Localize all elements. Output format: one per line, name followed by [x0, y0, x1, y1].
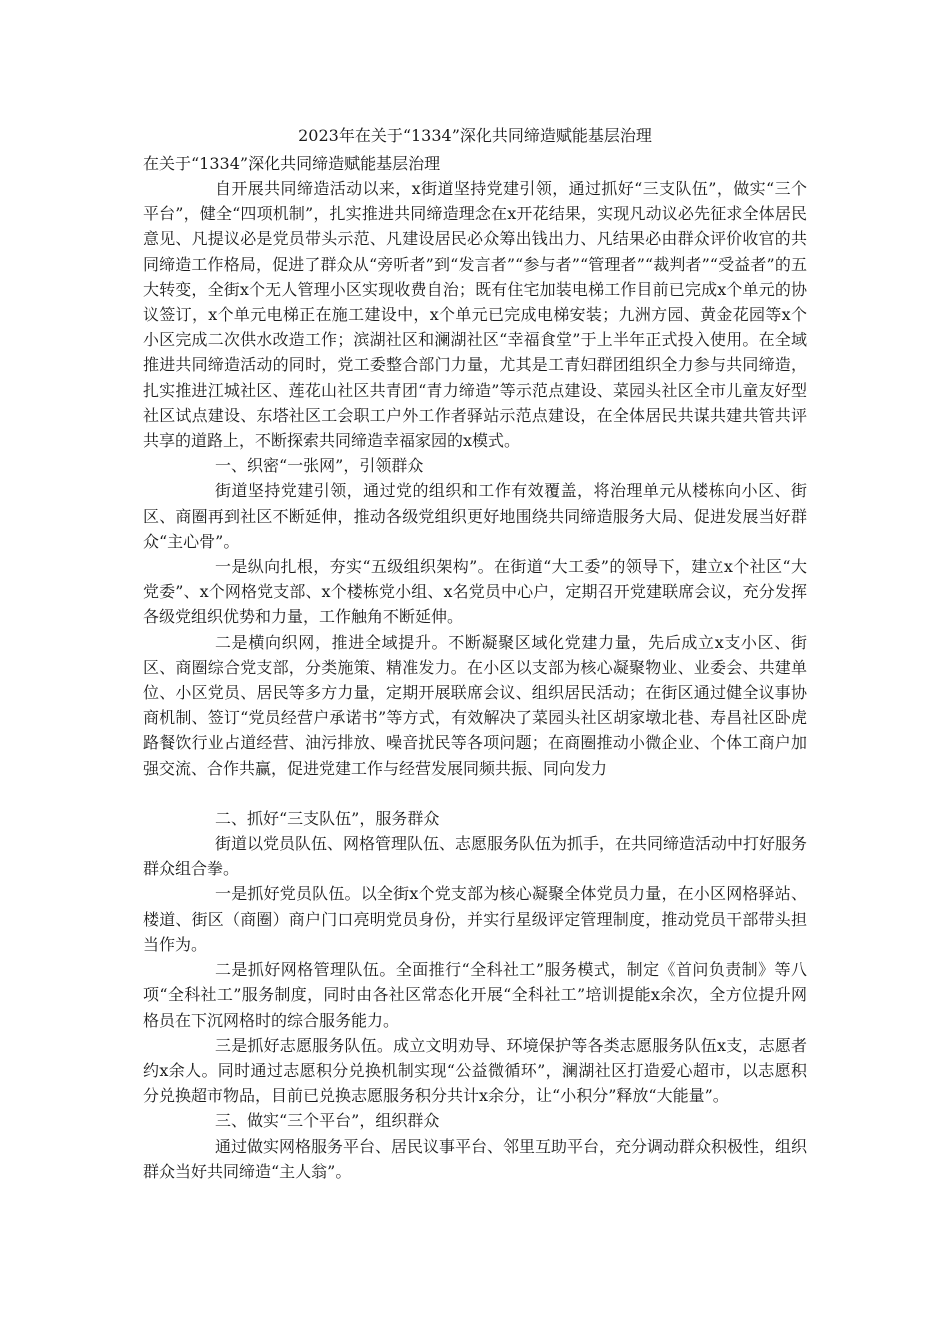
section-2-point-2: 二是抓好网格管理队伍。全面推行“全科社工”服务模式，制定《首问负责制》等八项“全科社工”服务制度，同时由各社区常态化开展“全科社工”培训提能x余次，全方位提升网格员在下沉网格时的综合服务能力。: [143, 960, 807, 1030]
section-heading-3: 三、做实“三个平台”，组织群众: [215, 1111, 440, 1131]
document-subtitle: 在关于“1334”深化共同缔造赋能基层治理: [143, 154, 441, 173]
section-heading-2: 二、抓好“三支队伍”，服务群众: [215, 808, 440, 828]
section-2-point-1: 一是抓好党员队伍。以全街x个党支部为核心凝聚全体党员力量，在小区网格驿站、楼道、街区（商圈）商户门口亮明党员身份，并实行星级评定管理制度，推动党员干部带头担当作为。: [143, 884, 807, 954]
section-3-paragraph: 通过做实网格服务平台、居民议事平台、邻里互助平台，充分调动群众积极性，组织群众当好共同缔造“主人翁”。: [143, 1136, 808, 1181]
document-body: [143, 176, 807, 1184]
section-heading-1: 一、织密“一张网”，引领群众: [215, 456, 424, 476]
document-title: 2023年在关于“1334”深化共同缔造赋能基层治理: [298, 126, 652, 145]
intro-paragraph: 自开展共同缔造活动以来，x街道坚持党建引领，通过抓好“三支队伍”，做实“三个平台”，健全“四项机制”，扎实推进共同缔造理念在x开花结果，实现凡动议必先征求全体居民意见、凡提议必是党员带头示范、凡建设居民必众筹出钱出力、凡结果必由群众评价收官的共同缔造工作格局，促进了群众从“旁听者”到“发言者”“参与者”“管理者”“裁判者”“受益者”的五大转变，全街x个无人管理小区实现收费自治；既有住宅加装电梯工作目前已完成x个单元的协议签订，x个单元电梯正在施工建设中，x个单元已完成电梯安装；九洲方园、黄金花园等x个小区完成二次供水改造工作；滨湖社区和澜湖社区“幸福食堂”于上半年正式投入使用。在全域推进共同缔造活动的同时，党工委整合部门力量，尤其是工青妇群团组织全力参与共同缔造，扎实推进江城社区、莲花山社区共青团“青力缔造”等示范点建设、菜园头社区全市儿童友好型社区试点建设、东塔社区工会职工户外工作者驿站示范点建设，在全体居民共谋共建共管共评共享的道路上，不断探索共同缔造幸福家园的x模式。: [143, 179, 807, 451]
section-1-point-1: 一是纵向扎根，夯实“五级组织架构”。在街道“大工委”的领导下，建立x个社区“大党委”、x个网格党支部、x个楼栋党小组、x名党员中心户，定期召开党建联席会议，充分发挥各级党组织优势和力量，工作触角不断延伸。: [143, 557, 807, 627]
section-2-paragraph: 街道以党员队伍、网格管理队伍、志愿服务队伍为抓手，在共同缔造活动中打好服务群众组合拳。: [143, 834, 808, 879]
section-2-point-3: 三是抓好志愿服务队伍。成立文明劝导、环境保护等各类志愿服务队伍x支，志愿者约x余人。同时通过志愿积分兑换机制实现“公益微循环”，澜湖社区打造爱心超市，以志愿积分兑换超市物品，目前已兑换志愿服务积分共计x余分，让“小积分”释放“大能量”。: [143, 1035, 807, 1106]
section-1-paragraph: 街道坚持党建引领，通过党的组织和工作有效覆盖，将治理单元从楼栋向小区、街区、商圈再到社区不断延伸，推动各级党组织更好地围绕共同缔造服务大局、促进发展当好群众“主心骨”。: [143, 481, 807, 551]
section-1-point-2: 二是横向织网，推进全域提升。不断凝聚区域化党建力量，先后成立x支小区、街区、商圈综合党支部，分类施策、精准发力。在小区以支部为核心凝聚物业、业委会、共建单位、小区党员、居民等多方力量，定期开展联席会议、组织居民活动；在街区通过健全议事协商机制、签订“党员经营户承诺书”等方式，有效解决了菜园头社区胡家墩北巷、寿昌社区卧虎路餐饮行业占道经营、油污排放、噪音扰民等各项问题；在商圈推动小微企业、个体工商户加强交流、合作共赢，促进党建工作与经营发展同频共振、同向发力: [143, 632, 807, 778]
